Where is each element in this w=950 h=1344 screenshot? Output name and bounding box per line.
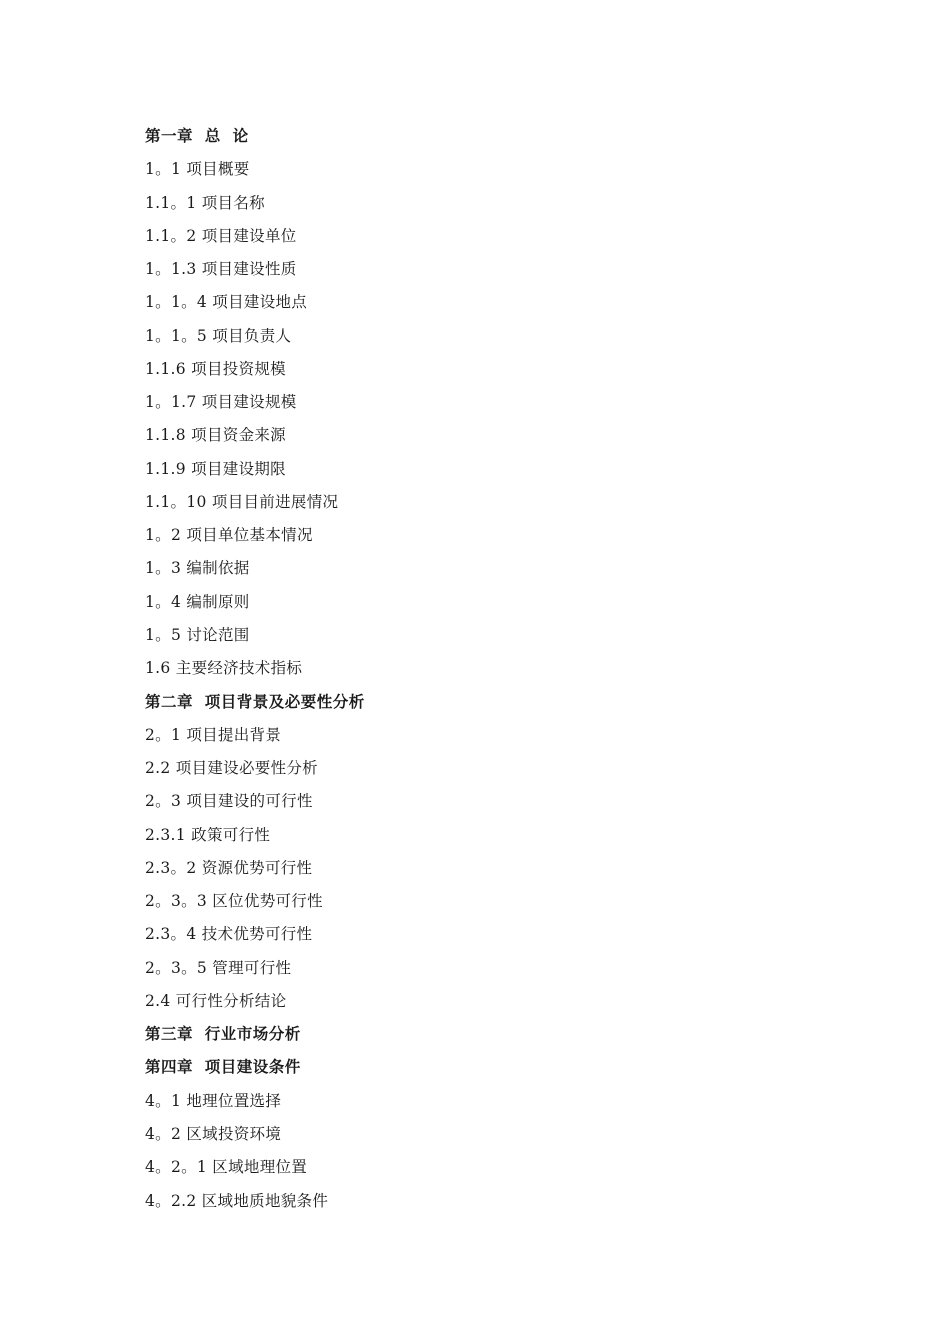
toc-entry: 1。3 编制依据 (145, 559, 250, 578)
toc-entry: 1。1.3 项目建设性质 (145, 260, 297, 279)
toc-entry: 1。1 项目概要 (145, 160, 250, 179)
toc-entry: 1。1。5 项目负责人 (145, 326, 292, 345)
toc-entry: 1。5 讨论范围 (145, 625, 250, 644)
chapter-heading: 第三章 行业市场分析 (145, 1025, 301, 1044)
toc-entry: 1.1。10 项目目前进展情况 (145, 492, 339, 511)
toc-entry: 2。3。5 管理可行性 (145, 958, 292, 977)
toc-entry: 1。4 编制原则 (145, 592, 250, 611)
toc-entry: 2。3。3 区位优势可行性 (145, 892, 323, 911)
toc-entry: 2.3。2 资源优势可行性 (145, 858, 313, 877)
toc-entry: 2。3 项目建设的可行性 (145, 792, 313, 811)
toc-entry: 1.1。2 项目建设单位 (145, 226, 297, 245)
toc-entry: 4。1 地理位置选择 (145, 1091, 282, 1110)
chapter-heading: 第一章 总 论 (145, 127, 249, 145)
toc-entry: 1。2 项目单位基本情况 (145, 526, 313, 545)
chapter-heading: 第二章 项目背景及必要性分析 (145, 692, 365, 711)
chapter-heading: 第四章 项目建设条件 (145, 1058, 301, 1077)
toc-entry: 4。2.2 区域地质地貌条件 (145, 1191, 329, 1210)
table-of-contents (145, 120, 845, 1218)
toc-entry: 1.1.9 项目建设期限 (145, 459, 286, 478)
toc-entry: 4。2。1 区域地理位置 (145, 1158, 308, 1177)
toc-entry: 1.1。1 项目名称 (145, 193, 265, 212)
toc-entry: 2。1 项目提出背景 (145, 725, 282, 744)
toc-entry: 1.1.8 项目资金来源 (145, 426, 286, 445)
toc-entry: 1。1。4 项目建设地点 (145, 293, 308, 312)
toc-entry: 2.4 可行性分析结论 (145, 991, 287, 1010)
toc-entry: 2.3.1 政策可行性 (145, 825, 271, 844)
toc-entry: 1.1.6 项目投资规模 (145, 359, 286, 378)
toc-entry: 1.6 主要经济技术指标 (145, 659, 303, 678)
toc-entry: 2.2 项目建设必要性分析 (145, 759, 318, 778)
toc-entry: 2.3。4 技术优势可行性 (145, 925, 313, 944)
toc-entry: 4。2 区域投资环境 (145, 1124, 282, 1143)
toc-entry: 1。1.7 项目建设规模 (145, 393, 297, 412)
